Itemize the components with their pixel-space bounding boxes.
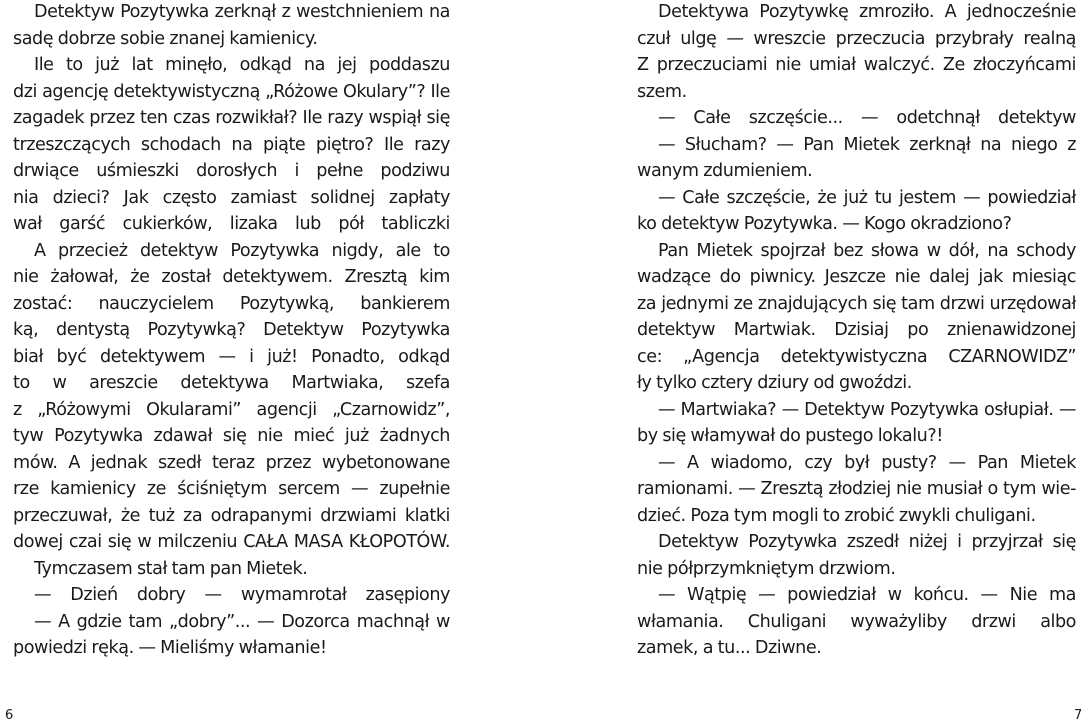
text-line: — Całe szczęście... — odetchnął detektyw xyxy=(658,108,1076,128)
text-line: przeczuwał, że tuż za odrapanymi drzwiami klatki xyxy=(13,505,450,526)
text-line: powiedzi ręką. — Mieliśmy włamanie! xyxy=(13,638,327,658)
text-line: ce: „Agencja detektywistyczna CZARNOWIDZ” xyxy=(637,346,1076,367)
text-line: — Wątpię — powiedział w końcu. — Nie ma xyxy=(658,585,1076,605)
text-line: — Dzień dobry — wymamrotał zasępiony xyxy=(34,585,450,605)
text-line: dowej czai się w milczeniu CAŁA MASA KŁOPOTÓW. xyxy=(13,532,450,552)
text-line: Pan Mietek spojrzał bez słowa w dół, na schody xyxy=(658,240,1076,261)
text-line: Detektyw Pozytywka zszedł niżej i przyjrzał się xyxy=(658,532,1076,552)
page-number-right: 7 xyxy=(1074,708,1083,723)
text-line: rze kamienicy ze ściśniętym sercem — zupełnie xyxy=(13,479,450,499)
text-line: Detektywa Pozytywkę zmroziło. A jednocześnie xyxy=(658,2,1076,22)
text-line: mów. A jednak szedł teraz przez wybetonowane xyxy=(13,452,450,473)
text-line: — A gdzie tam „dobry”... — Dozorca machnął w xyxy=(34,611,450,632)
text-line: nia dzieci? Jak często zamiast solidnej zapłaty xyxy=(13,187,450,208)
text-line: włamania. Chuligani wyważyliby drzwi albo xyxy=(637,611,1076,632)
text-line: drwiące uśmieszki dorosłych i pełne podziwu xyxy=(13,161,450,181)
text-line: sadę dobrze sobie znanej kamienicy. xyxy=(13,28,318,49)
text-line: z „Różowymi Okularami” agencji „Czarnowidz”, xyxy=(13,399,450,420)
text-line: wadzące do piwnicy. Jeszcze nie dalej jak miesiąc xyxy=(637,267,1076,287)
text-line: tyw Pozytywka zdawał się nie mieć już żadnych xyxy=(13,426,450,446)
text-line: dzi agencję detektywistyczną „Różowe Okulary”? Ile xyxy=(13,81,450,102)
text-line: wanym zdumieniem. xyxy=(637,161,813,181)
text-line: — Całe szczęście, że już tu jestem — powiedział xyxy=(658,187,1076,208)
text-line: za jednymi ze znajdujących się tam drzwi urzędował xyxy=(637,293,1076,314)
text-line: trzeszczących schodach na piąte piętro? Ile razy xyxy=(13,134,450,155)
text-line: Z przeczuciami nie umiał walczyć. Ze złoczyńcami xyxy=(637,55,1076,75)
text-line: Ile to już lat minęło, odkąd na jej poddaszu xyxy=(34,55,450,75)
right-page xyxy=(544,0,1088,728)
text-line: szem. xyxy=(637,81,687,102)
text-line: — A wiadomo, czy był pusty? — Pan Mietek xyxy=(658,452,1076,473)
text-line: nie żałował, że został detektywem. Zresztą kim xyxy=(13,267,450,287)
text-line: zostać: nauczycielem Pozytywką, bankierem xyxy=(13,293,450,314)
text-line: dzieć. Poza tym mogli to zrobić zwykli chuligani. xyxy=(637,505,1036,526)
text-line: czuł ulgę — wreszcie przeczucia przybrały realną xyxy=(637,28,1076,49)
text-line: to w areszcie detektywa Martwiaka, szefa xyxy=(13,373,450,393)
text-line: — Martwiaka? — Detektyw Pozytywka osłupiał. — xyxy=(658,399,1076,420)
text-line: A przecież detektyw Pozytywka nigdy, ale to xyxy=(34,240,450,261)
text-line: by się włamywał do pustego lokalu?! xyxy=(637,426,943,446)
text-line: detektyw Martwiak. Dzisiaj po znienawidzonej xyxy=(637,320,1076,340)
text-line: Tymczasem stał tam pan Mietek. xyxy=(34,558,308,579)
page-number-left: 6 xyxy=(5,708,14,723)
text-line: ko detektyw Pozytywka. — Kogo okradziono? xyxy=(637,214,1012,234)
text-line: nie półprzymkniętym drzwiom. xyxy=(637,558,896,579)
text-line: ły tylko cztery dziury od gwoździ. xyxy=(637,373,912,393)
text-line: Detektyw Pozytywka zerknął z westchnieniem na xyxy=(34,2,450,22)
text-line: zamek, a tu... Dziwne. xyxy=(637,638,822,658)
text-line: biał być detektywem — i już! Ponadto, odkąd xyxy=(13,346,450,367)
text-line: — Słucham? — Pan Mietek zerknął na niego z xyxy=(658,134,1076,155)
text-line: zagadek przez ten czas rozwikłał? Ile razy wspiął się xyxy=(13,108,450,128)
text-line: ramionami. — Zresztą złodziej nie musiał o tym wie- xyxy=(637,479,1076,499)
text-line: wał garść cukierków, lizaka lub pół tabliczki xyxy=(13,214,450,234)
text-line: ką, dentystą Pozytywką? Detektyw Pozytywka xyxy=(13,320,450,340)
